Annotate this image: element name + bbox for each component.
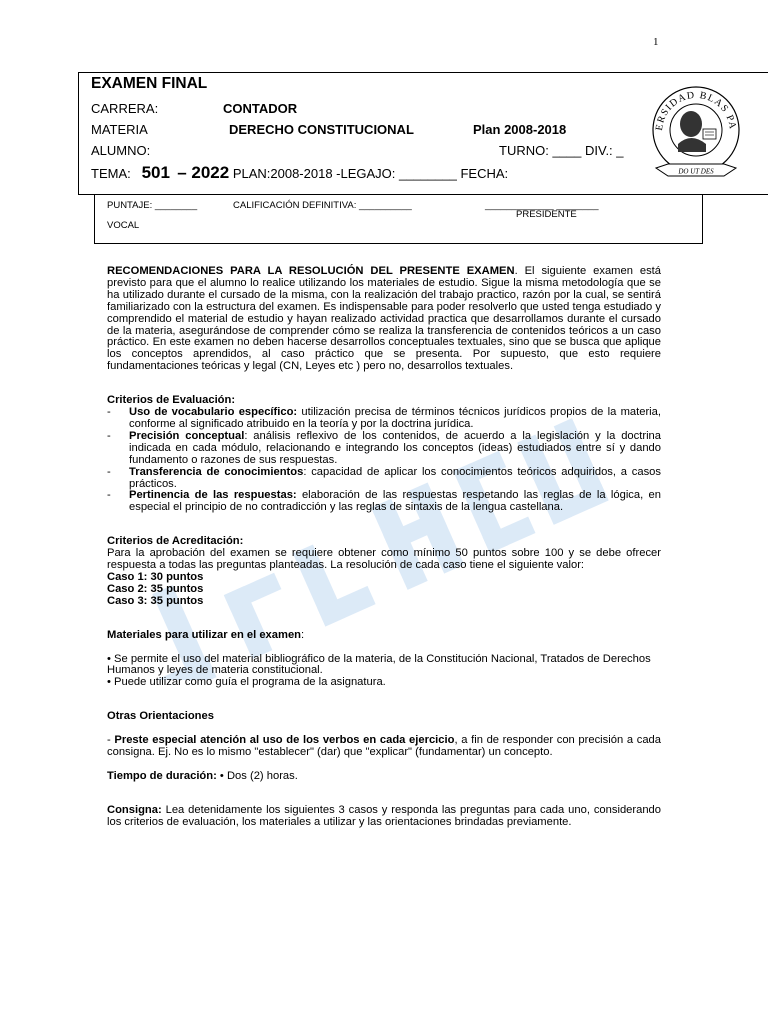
tiempo-value: • Dos (2) horas.	[216, 770, 298, 782]
tema-year: – 2022	[177, 163, 230, 182]
tiempo-label: Tiempo de duración:	[107, 770, 217, 782]
otras-title: Otras Orientaciones	[107, 710, 214, 723]
exam-title: EXAMEN FINAL	[91, 75, 208, 92]
acreditacion-text: Para la aprobación del examen se requiere obtener como mínimo 50 puntos sobre 100 y se debe ofrecer respuesta a todas las preguntas planteadas. La resolución de cada caso tiene el siguiente valor:	[107, 547, 661, 572]
caso-1-points: Caso 1: 30 puntos	[107, 570, 204, 583]
materiales-heading: Materiales para utilizar en el examen:	[107, 628, 305, 641]
recomendaciones-title: RECOMENDACIONES PARA LA RESOLUCIÓN DEL PRESENTE EXAMEN	[107, 265, 515, 277]
recomendaciones-paragraph: RECOMENDACIONES PARA LA RESOLUCIÓN DEL PRESENTE EXAMEN. El siguiente examen está previsto para que el alumno lo realice utilizando los materiales de estudio. Sigue la misma metodología que se ha utilizado durante el cursado de la misma, con la realización del trabajo practico, razón por la cual, se sentirá familiarizado con la estructura del examen. Es indispensable para poder resolverlo que usted tenga estudiado y comprendido el material de estudio y hayan realizado actividad practica que desarrollamos durante el cursado de la materia, asegurándose de comprender cómo se realiza la transferencia de contenidos teóricos a un caso práctico. En este examen no deben hacerse desarrollos conceptuales textuales, sino que se busca que aplique los conceptos aprendidos, al caso práctico que se presenta. Por supuesto, que esto requiere fundamentaciones teóricas y legal (CN, Leyes etc ) pero no, desarrollos textuales.	[107, 265, 662, 373]
materiales-title: Materiales para utilizar en el examen	[107, 628, 302, 641]
criterio-item: - Uso de vocabulario específico: utilización precisa de términos técnicos jurídicos propios de la materia, conforme al significado atribuido en la teoría y por la doctrina jurídica.	[107, 406, 661, 430]
materia-label: MATERIA	[91, 122, 148, 137]
university-seal	[648, 74, 744, 184]
exam-body	[107, 266, 661, 829]
presidente-label: PRESIDENTE	[516, 209, 577, 220]
tema-rest: PLAN:2008-2018 -LEGAJO: ________ FECHA:	[232, 166, 509, 181]
consigna-label: Consigna:	[107, 803, 162, 816]
page-number: 1	[653, 36, 659, 48]
tema-line	[91, 163, 508, 183]
consigna-paragraph: Consigna: Lea detenidamente los siguientes 3 casos y responda las preguntas para cada uno, considerando los criterios de evaluación, los materiales a utilizar y las orientaciones brindadas previamente.	[107, 803, 661, 828]
caso-2-points: Caso 2: 35 puntos	[107, 582, 204, 595]
alumno-label: ALUMNO:	[91, 143, 151, 158]
puntaje-field: PUNTAJE: ________	[107, 200, 198, 211]
firma-lines: _____________ ________	[485, 200, 599, 211]
criterio-item: - Transferencia de conocimientos: capacidad de aplicar los conocimientos teóricos adquiridos, a casos prácticos.	[107, 465, 661, 490]
tiempo-line	[107, 771, 661, 783]
seal-arc-text: ERSIDAD BLAS PA	[653, 89, 739, 132]
materiales-item-1: • Se permite el uso del material bibliográfico de la materia, de la Constitución Nacional, Tratados de Derechos Humanos y leyes de materia constitucional.	[107, 652, 651, 677]
criterio-item: - Precisión conceptual: análisis reflexivo de los contenidos, de acuerdo a la legislación y la doctrina indicada en cada módulo, relacionando e integrando los conceptos (ideas) estudiados entre sí y dando fundamento o razones de sus respuestas.	[107, 429, 662, 466]
materiales-item-2: • Puede utilizar como guía el programa de la asignatura.	[107, 676, 386, 689]
tema-number: 501	[141, 163, 170, 182]
otras-text: - Preste especial atención al uso de los verbos en cada ejercicio, a fin de responder con precisión a cada consigna. Ej. No es lo mismo "establecer" (dar) que "explicar" (fundamentar) un concepto.	[107, 734, 661, 759]
carrera-label: CARRERA:	[91, 101, 159, 116]
carrera-value: CONTADOR	[223, 101, 298, 116]
materia-value: DERECHO CONSTITUCIONAL	[229, 122, 414, 137]
calificacion-field: CALIFICACIÓN DEFINITIVA: __________	[233, 200, 412, 211]
tema-label: TEMA:	[91, 166, 131, 181]
criterio-item: - Pertinencia de las respuestas: elaboración de las respuestas respetando las reglas de la lógica, en especial el principio de no contradicción y las reglas de sintaxis de la lengua castellana.	[107, 489, 661, 514]
acreditacion-title: Criterios de Acreditación:	[107, 535, 244, 548]
evaluacion-title: Criterios de Evaluación:	[107, 394, 236, 407]
plan-value: Plan 2008-2018	[473, 122, 567, 137]
seal-ribbon-text: DO UT DES	[678, 167, 714, 176]
caso-3-points: Caso 3: 35 puntos	[107, 594, 204, 607]
turno-div-field: TURNO: ____ DIV.: _	[499, 143, 624, 158]
vocal-label: VOCAL	[107, 220, 140, 231]
